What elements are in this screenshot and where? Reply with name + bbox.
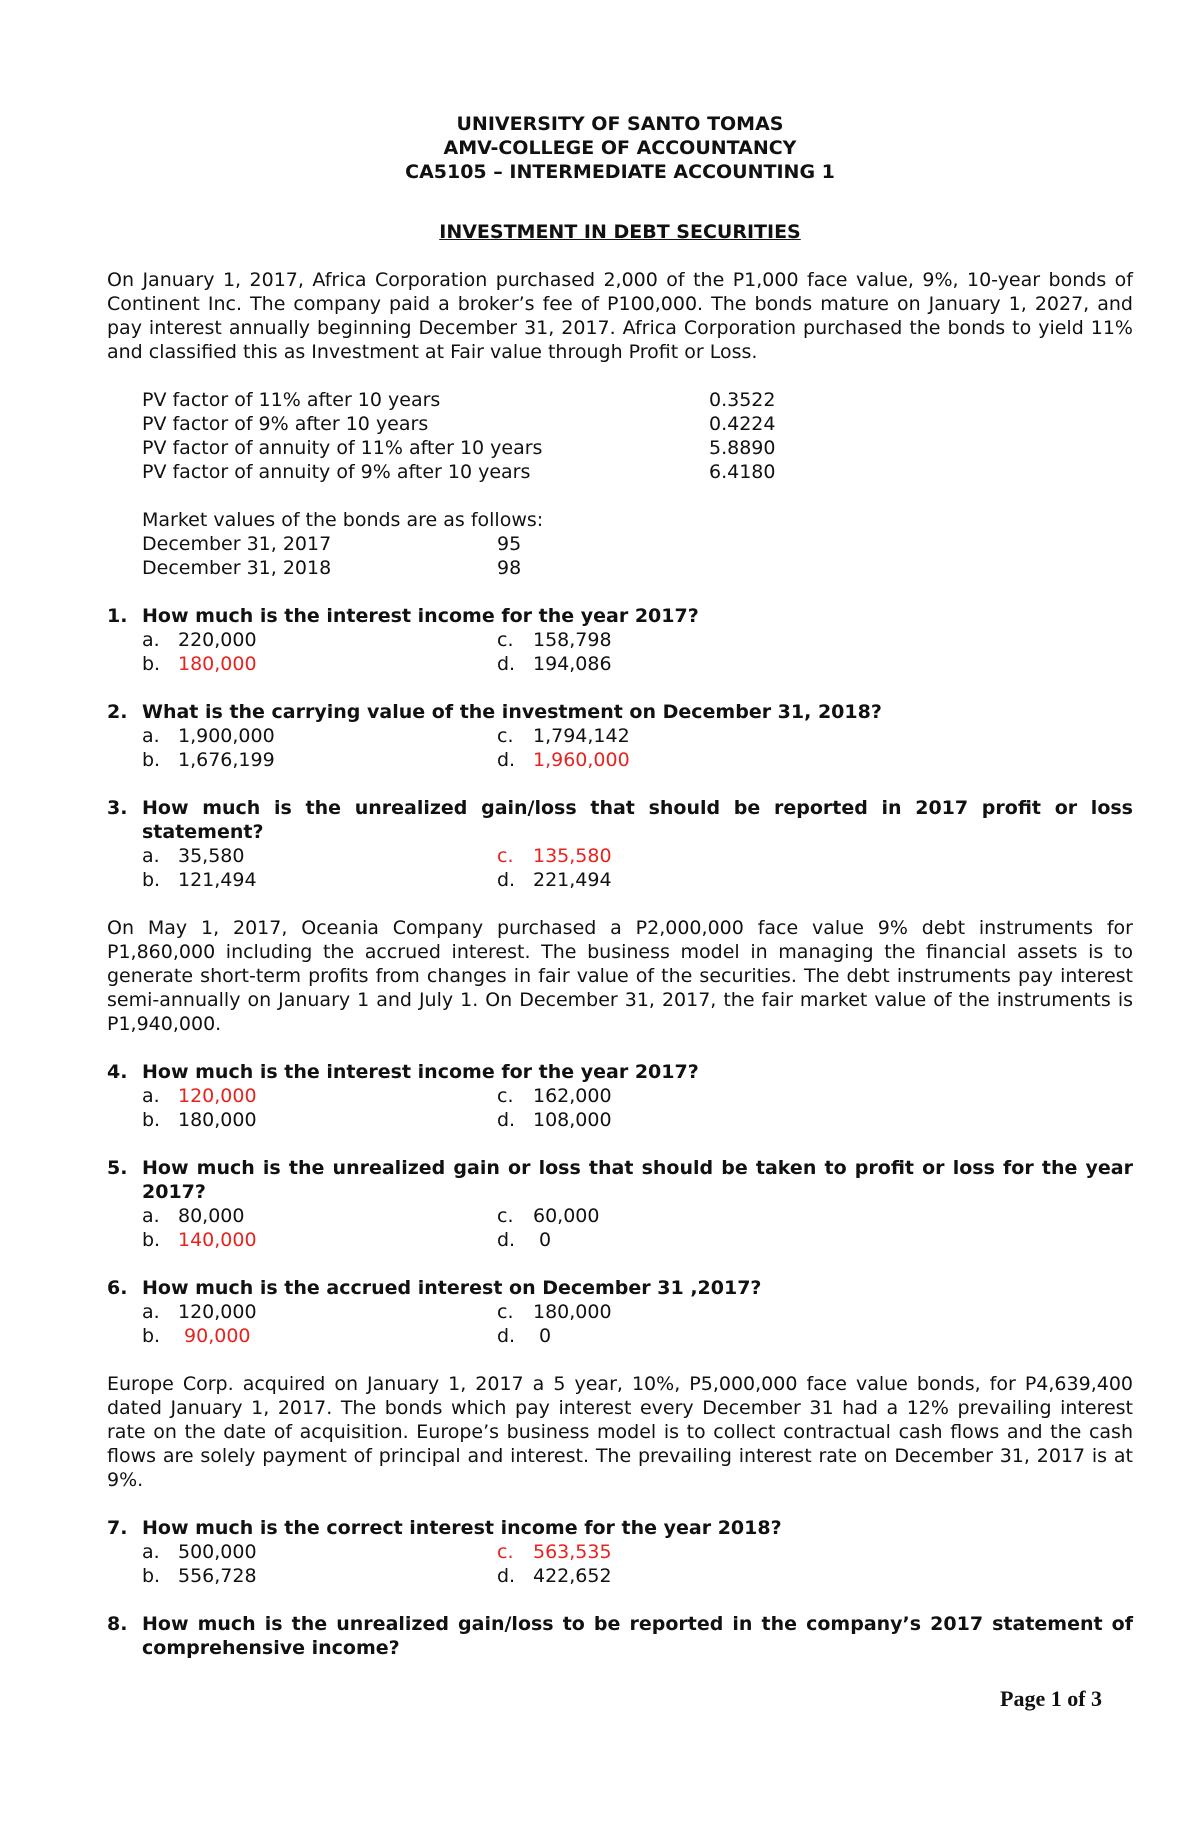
market-date: December 31, 2018 <box>142 557 332 579</box>
answer-highlight: 135,580 <box>533 845 612 867</box>
factor-value: 0.3522 <box>709 389 776 411</box>
question-number: 1. <box>107 605 128 627</box>
option-a: a. 120,000 <box>142 1301 257 1323</box>
question-8 <box>107 1612 1133 1660</box>
document-page <box>107 112 1133 1660</box>
option-b: b. 90,000 <box>142 1325 251 1347</box>
question-6 <box>107 1276 1133 1348</box>
option-d: d. 194,086 <box>497 653 612 675</box>
option-b: b. 556,728 <box>142 1565 257 1587</box>
option-a: a. 35,580 <box>142 845 245 867</box>
question-text: How much is the unrealized gain/loss to be reported in the company’s 2017 statement of comprehensive income? <box>142 1613 1133 1659</box>
option-b: b. 121,494 <box>142 869 257 891</box>
factor-row <box>142 412 1133 436</box>
option-a: a. 120,000 <box>142 1085 257 1107</box>
problem-1-text: On January 1, 2017, Africa Corporation purchased 2,000 of the P1,000 face value, 9%, 10-year bonds of Continent Inc. The company paid a broker’s fee of P100,000. The bonds mature on January 1, 2027, and pay interest annually beginning December 31, 2017. Africa Corporation purchased the bonds to yield 11% and classified this as Investment at Fair value through Profit or Loss. <box>107 269 1133 363</box>
option-d: d. 422,652 <box>497 1565 612 1587</box>
question-3 <box>107 796 1133 892</box>
factor-label: PV factor of 9% after 10 years <box>142 413 429 435</box>
question-text: How much is the interest income for the year 2017? <box>142 605 699 627</box>
question-number: 4. <box>107 1061 128 1083</box>
question-1 <box>107 604 1133 676</box>
page-number: Page 1 of 3 <box>1000 1686 1103 1711</box>
pv-factors <box>142 388 1133 580</box>
problem-2-text: On May 1, 2017, Oceania Company purchased a P2,000,000 face value 9% debt instruments for P1,860,000 including the accrued interest. The business model in managing the financial assets is to generate short-term profits from changes in fair value of the securities. The debt instruments pay interest semi-annually on January 1 and July 1. On December 31, 2017, the fair market value of the instruments is P1,940,000. <box>107 917 1133 1035</box>
question-text: How much is the unrealized gain or loss that should be taken to profit or loss for the year 2017? <box>142 1157 1133 1203</box>
option-c: c. 158,798 <box>497 629 612 651</box>
option-b: b. 1,676,199 <box>142 749 275 771</box>
market-date: December 31, 2017 <box>142 533 332 555</box>
question-number: 8. <box>107 1613 128 1635</box>
answer-highlight: 90,000 <box>178 1325 251 1347</box>
answer-highlight: 563,535 <box>533 1541 612 1563</box>
page-title: INVESTMENT IN DEBT SECURITIES <box>439 221 801 243</box>
option-d: d. 1,960,000 <box>497 749 630 771</box>
answer-highlight: 1,960,000 <box>533 749 630 771</box>
option-d: d. 221,494 <box>497 869 612 891</box>
factor-value: 5.8890 <box>709 437 776 459</box>
answer-highlight: 120,000 <box>178 1085 257 1107</box>
question-text: How much is the correct interest income for the year 2018? <box>142 1517 782 1539</box>
factor-row <box>142 436 1133 460</box>
question-number: 6. <box>107 1277 128 1299</box>
question-7 <box>107 1516 1133 1588</box>
factor-label: PV factor of annuity of 11% after 10 years <box>142 437 543 459</box>
question-2 <box>107 700 1133 772</box>
option-c: c. 180,000 <box>497 1301 612 1323</box>
question-number: 7. <box>107 1517 128 1539</box>
option-c: c. 563,535 <box>497 1541 612 1563</box>
header <box>107 112 1133 184</box>
option-c: c. 1,794,142 <box>497 725 630 747</box>
market-row <box>142 532 1133 556</box>
answer-highlight: 140,000 <box>178 1229 257 1251</box>
option-c: c. 135,580 <box>497 845 612 867</box>
answer-highlight: 180,000 <box>178 653 257 675</box>
factor-label: PV factor of 11% after 10 years <box>142 389 441 411</box>
course-name: CA5105 – INTERMEDIATE ACCOUNTING 1 <box>405 161 835 183</box>
factor-row <box>142 460 1133 484</box>
option-b: b. 180,000 <box>142 1109 257 1131</box>
question-number: 2. <box>107 701 128 723</box>
question-4 <box>107 1060 1133 1132</box>
option-a: a. 1,900,000 <box>142 725 275 747</box>
option-a: a. 80,000 <box>142 1205 245 1227</box>
option-c: c. 60,000 <box>497 1205 600 1227</box>
factor-value: 0.4224 <box>709 413 776 435</box>
market-value: 98 <box>497 557 522 579</box>
question-number: 5. <box>107 1157 128 1179</box>
question-text: How much is the interest income for the year 2017? <box>142 1061 699 1083</box>
option-b: b. 140,000 <box>142 1229 257 1251</box>
college-name: AMV-COLLEGE OF ACCOUNTANCY <box>443 137 797 159</box>
option-d: d. 0 <box>497 1229 552 1251</box>
market-intro: Market values of the bonds are as follows: <box>142 509 544 531</box>
question-number: 3. <box>107 797 128 819</box>
option-c: c. 162,000 <box>497 1085 612 1107</box>
option-a: a. 500,000 <box>142 1541 257 1563</box>
option-b: b. 180,000 <box>142 653 257 675</box>
question-text: How much is the accrued interest on December 31 ,2017? <box>142 1277 762 1299</box>
option-d: d. 108,000 <box>497 1109 612 1131</box>
option-a: a. 220,000 <box>142 629 257 651</box>
question-5 <box>107 1156 1133 1252</box>
question-text: How much is the unrealized gain/loss that should be reported in 2017 profit or loss statement? <box>142 797 1133 843</box>
option-d: d. 0 <box>497 1325 552 1347</box>
problem-3-text: Europe Corp. acquired on January 1, 2017 a 5 year, 10%, P5,000,000 face value bonds, for P4,639,400 dated January 1, 2017. The bonds which pay interest every December 31 had a 12% prevailing interest rate on the date of acquisition. Europe’s business model is to collect contractual cash flows and the cash flows are solely payment of principal and interest. The prevailing interest rate on December 31, 2017 is at 9%. <box>107 1373 1133 1491</box>
market-row <box>142 556 1133 580</box>
market-value: 95 <box>497 533 522 555</box>
factor-label: PV factor of annuity of 9% after 10 years <box>142 461 531 483</box>
factor-row <box>142 388 1133 412</box>
question-text: What is the carrying value of the investment on December 31, 2018? <box>142 701 882 723</box>
factor-value: 6.4180 <box>709 461 776 483</box>
university-name: UNIVERSITY OF SANTO TOMAS <box>456 113 784 135</box>
